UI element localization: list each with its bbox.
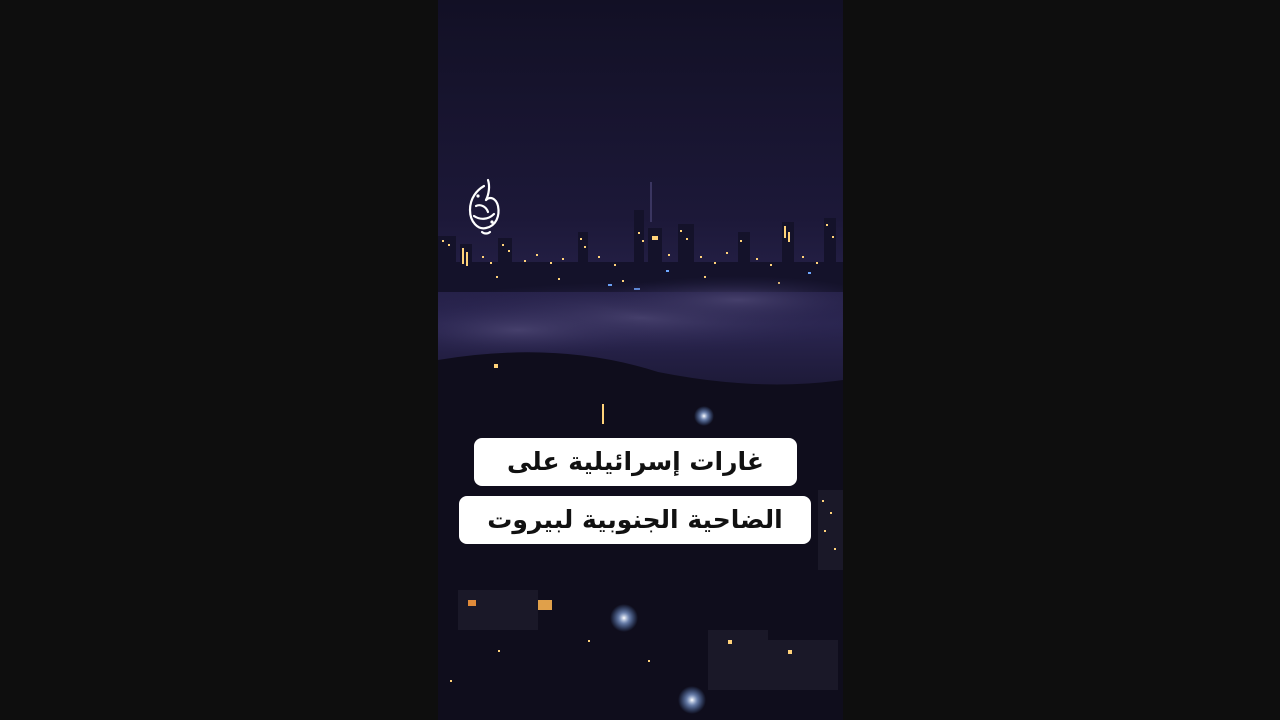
caption-line-2: الضاحية الجنوبية لبيروت bbox=[459, 496, 811, 544]
night-city-scene bbox=[438, 0, 843, 720]
al-jazeera-logo-icon bbox=[462, 176, 506, 240]
caption-line-1: غارات إسرائيلية على bbox=[474, 438, 797, 486]
video-frame[interactable] bbox=[438, 0, 843, 720]
